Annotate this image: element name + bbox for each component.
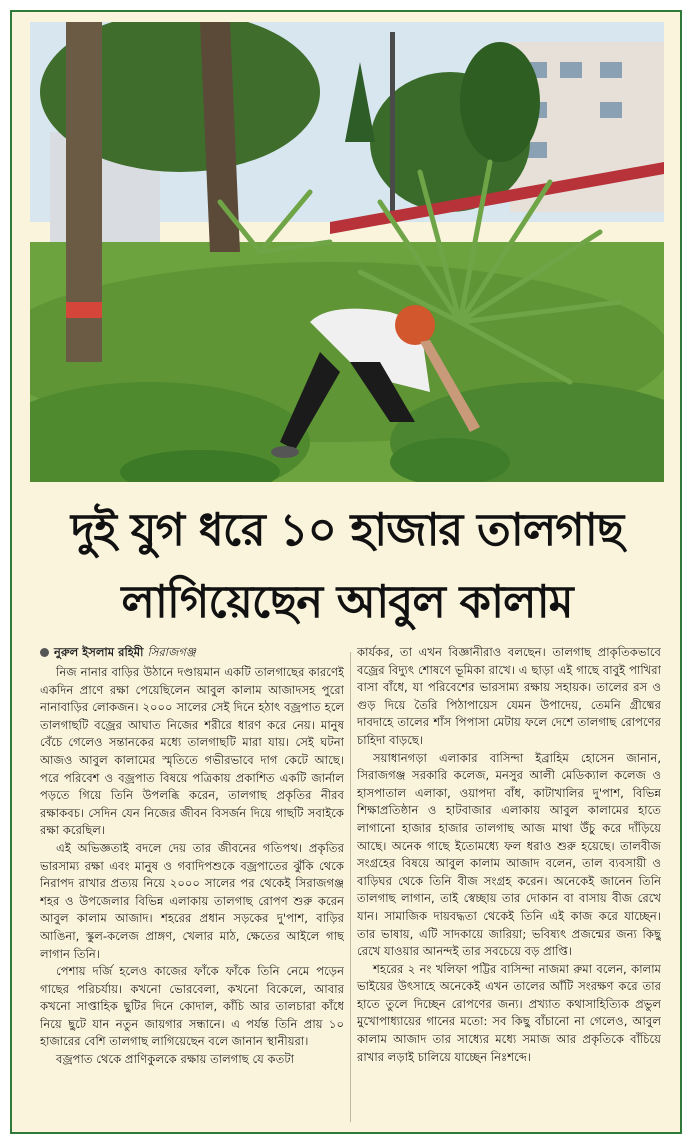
paragraph: পেশায় দর্জি হলেও কাজের ফাঁকে ফাঁকে তিনি নেমে পড়েন গাছের পরিচর্যায়। কখনো ভোরবেলা, কখনো বিকেলে, আবার কখনো সাপ্তাহিক ছুটির দিনে কোদাল, কাঁচি আর তালচারা কাঁধে নিয়ে ছুটে যান নতুন জায়গার সন্ধানে। এ পর্যন্ত তিনি প্রায় ১০ হাজারের বেশি তালগাছ লাগিয়েছেন বলে জানান স্থানীয়রা। <box>40 964 344 1049</box>
byline <box>40 644 196 663</box>
article-column-right <box>357 644 661 1130</box>
photo-man-planting-palm <box>30 22 664 482</box>
article-column-left <box>40 664 344 1130</box>
paragraph: এই অভিজ্ঞতাই বদলে দেয় তার জীবনের গতিপথ। প্রকৃতির ভারসাম্য রক্ষা এবং মানুষ ও গবাদিপশুকে বজ্রপাতের ঝুঁকি থেকে নিরাপদ রাখার প্রত্যয় নিয়ে ২০০০ সালের পর থেকেই সিরাজগঞ্জ শহর ও উপজেলার বিভিন্ন এলাকায় তালগাছ রোপণ শুরু করেন আবুল কালাম আজাদ। শহরের প্রধান সড়কের দু'পাশ, বাড়ির আঙিনা, স্কুল-কলেজ প্রাঙ্গণ, খেলার মাঠ, ক্ষেতের আইলে গাছ লাগান তিনি। <box>40 840 344 961</box>
paragraph: নিজ নানার বাড়ির উঠানে দণ্ডায়মান একটি তালগাছের কারণেই একদিন প্রাণে রক্ষা পেয়েছিলেন আবুল কালাম আজাদসহ পুরো নানাবাড়ির লোকজন। ২০০০ সালের সেই দিনে হঠাৎ বজ্রপাত হলে তালগাছটি বজ্রের আঘাত নিজের শরীরে ধারণ করে নেয়। মানুষ বেঁচে গেলেও সন্তানকের মধ্যে তালগাছটি মারা যায়। সেই ঘটনা আজও আবুল কালামের স্মৃতিতে গভীরভাবে দাগ কেটে আছে। পরে পরিবেশ ও বজ্রপাত বিষয়ে পত্রিকায় প্রকাশিত একটি জার্নাল পড়তে গিয়ে তিনি উপলব্ধি করেন, তালগাছ প্রকৃতির নীরব রক্ষাকবচ। সেদিন যেন নিজের জীবন বিসর্জন দিয়ে গাছটি সবাইকে রক্ষা করেছিল। <box>40 665 344 838</box>
paragraph: সয়াধানগড়া এলাকার বাসিন্দা ইব্রাহিম হোসেন জানান, সিরাজগঞ্জ সরকারি কলেজ, মনসুর আলী মেডিক্যাল কলেজ ও হাসপাতাল এলাকা, ওয়াপদা বাঁধ, কাটাখালির দু'পাশ, বিভিন্ন শিক্ষাপ্রতিষ্ঠান ও হাটবাজার এলাকায় আবুল কালামের হাতে লাগানো হাজার হাজার তালগাছ আজ মাথা উঁচু করে দাঁড়িয়ে আছে। অনেক গাছে ইতোমধ্যে ফল ধরাও শুরু হয়েছে। তালবীজ সংগ্রহের বিষয়ে আবুল কালাম আজাদ বলেন, তাল ব্যবসায়ী ও বাড়িঘর থেকে তিনি বীজ সংগ্রহ করেন। অনেকেই জানেন তিনি তালগাছ লাগান, তাই স্বেচ্ছায় তার দোকান বা বাসায় বীজ রেখে যান। সামাজিক দায়বদ্ধতা থেকেই তিনি এই কাজ করে যাচ্ছেন। তার ভাষায়, এটি সাদকায়ে জারিয়া; ভবিষ্যৎ প্রজন্মের জন্য কিছু রেখে যাওয়ার আনন্দই তার সবচেয়ে বড় প্রাপ্তি। <box>357 750 661 959</box>
headline-line-1: দুই যুগ ধরে ১০ হাজার তালগাছ <box>70 503 624 556</box>
paragraph: কার্যকর, তা এখন বিজ্ঞানীরাও বলছেন। তালগাছ প্রাকৃতিকভাবে বজ্রের বিদ্যুৎ শোষণে ভূমিকা রাখে। এ ছাড়া এই গাছে বাবুই পাখিরা বাসা বাঁধে, যা পরিবেশের ভারসাম্য রক্ষায় সহায়ক। তালের রস ও গুড় দিয়ে তৈরি পিঠাপায়েস যেমন উপাদেয়, তেমনি গ্রীষ্মের দাবদাহে তালের শাঁস পিপাসা মেটায় ফলে দেশে তালগাছ রোপণের চাহিদা বাড়ছে। <box>357 645 661 747</box>
column-divider <box>350 652 351 1122</box>
news-clipping <box>10 10 682 1134</box>
paragraph: শহরের ২ নং খলিফা পট্টির বাসিন্দা নাজমা রুমা বলেন, কালাম ভাইয়ের উৎসাহে অনেকেই এখন তালের আঁটি সংরক্ষণ করে তার হাতে তুলে দিচ্ছেন রোপণের জন্য। প্রখ্যাত কথাসাহিত্যিক প্রভুল মুখোপাধ্যায়ের গানের মতো: সব কিছু বাঁচানো না গেলেও, আবুল কালাম আজাদ তার সাধ্যের মধ্যে সমাজ আর প্রকৃতিকে বাঁচিয়ে রাখার লড়াই চালিয়ে যাচ্ছেন নিঃশব্দে। <box>357 961 661 1064</box>
headline-line-2: লাগিয়েছেন আবুল কালাম <box>121 575 573 628</box>
bullet-icon <box>40 648 49 657</box>
author-name: নুরুল ইসলাম রহিমী <box>54 645 144 659</box>
dateline-location: সিরাজগঞ্জ <box>147 645 196 659</box>
paragraph: বজ্রপাত থেকে প্রাণিকুলকে রক্ষায় তালগাছ যে কতটা <box>56 1052 295 1067</box>
article-photo <box>30 22 664 482</box>
